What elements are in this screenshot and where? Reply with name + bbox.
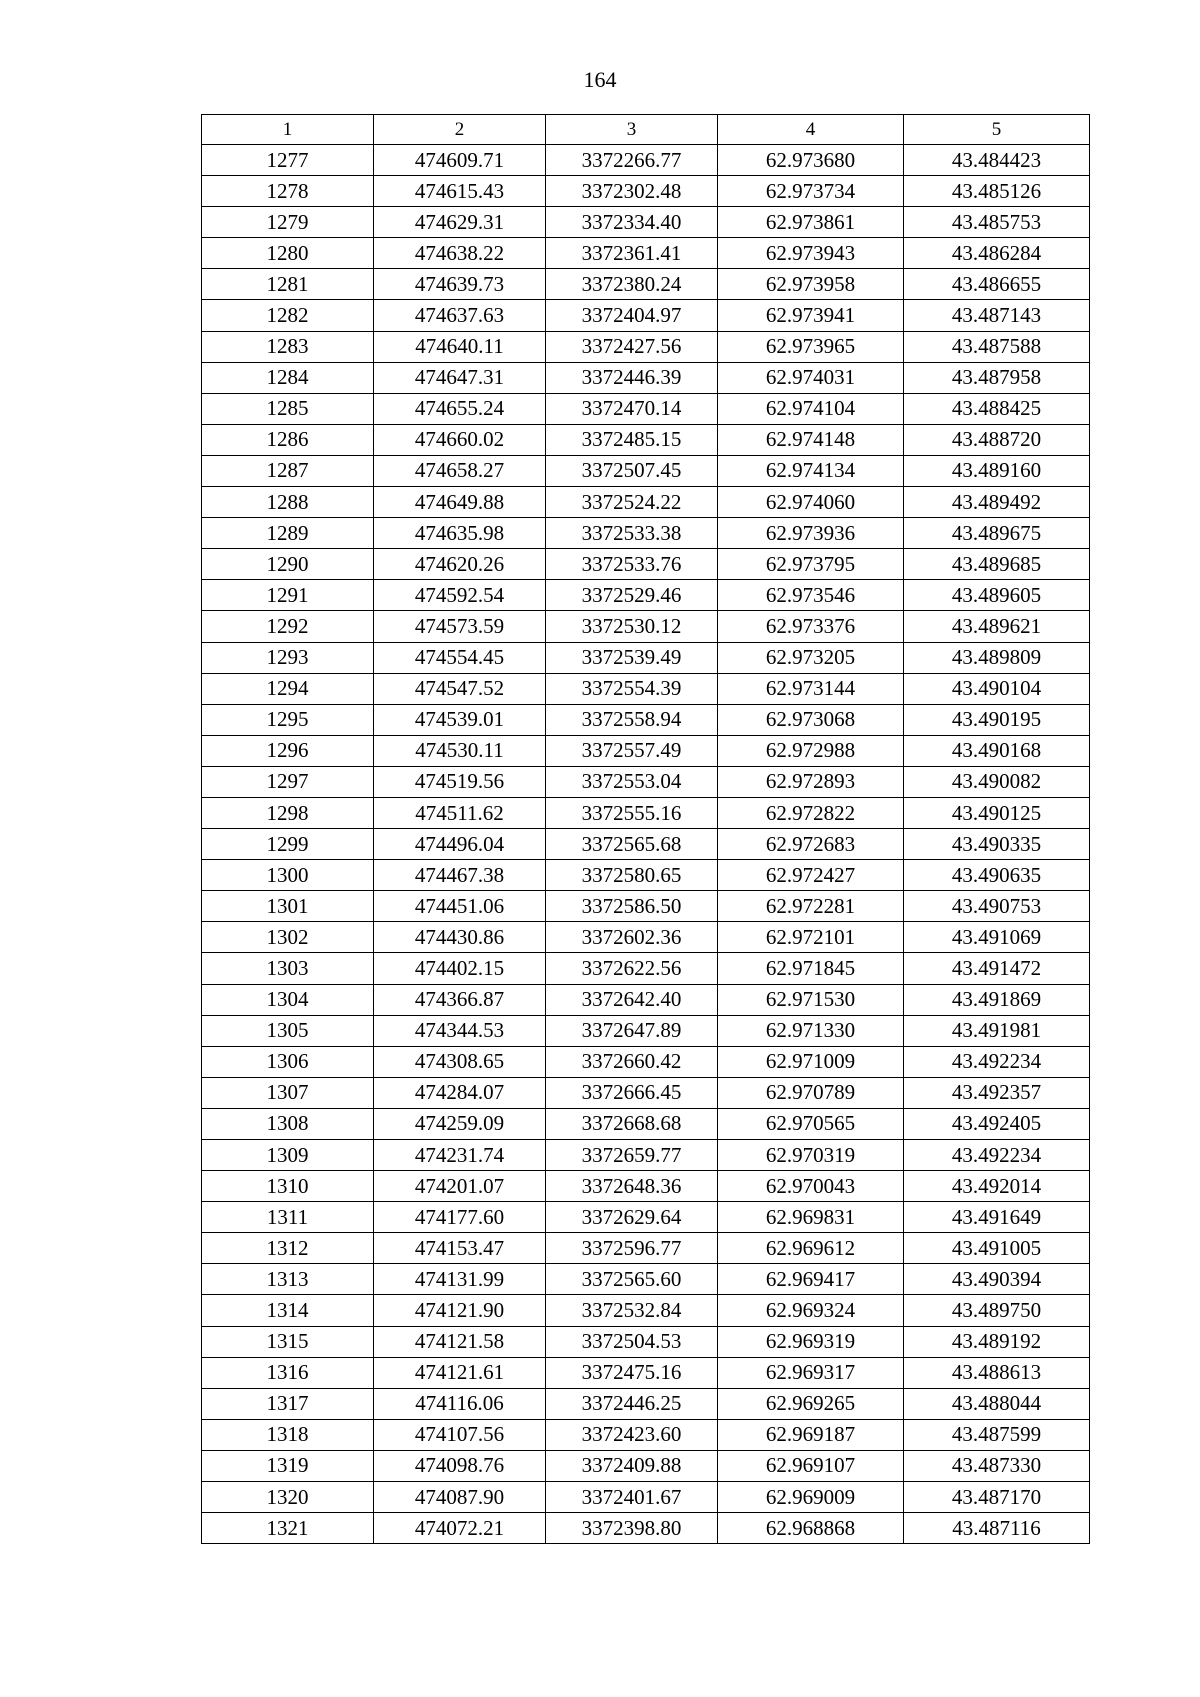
table-cell: 474121.90: [374, 1295, 546, 1326]
table-cell: 43.489675: [904, 518, 1090, 549]
table-cell: 3372647.89: [546, 1015, 718, 1046]
table-row: [202, 642, 1090, 673]
table-cell: 62.973965: [718, 331, 904, 362]
table-cell: 3372423.60: [546, 1419, 718, 1450]
table-cell: 62.972281: [718, 891, 904, 922]
table-cell: 62.973144: [718, 673, 904, 704]
table-cell: 1289: [202, 518, 374, 549]
table-cell: 62.974134: [718, 455, 904, 486]
table-cell: 43.490195: [904, 704, 1090, 735]
table-cell: 62.969187: [718, 1419, 904, 1450]
table-cell: 474284.07: [374, 1077, 546, 1108]
table-cell: 43.490753: [904, 891, 1090, 922]
table-cell: 474098.76: [374, 1450, 546, 1481]
table-cell: 1286: [202, 424, 374, 455]
table-cell: 62.971530: [718, 984, 904, 1015]
table-cell: 62.969319: [718, 1326, 904, 1357]
table-cell: 62.970789: [718, 1077, 904, 1108]
table-cell: 43.489160: [904, 455, 1090, 486]
table-cell: 3372565.68: [546, 829, 718, 860]
table-cell: 474530.11: [374, 735, 546, 766]
table-cell: 474308.65: [374, 1046, 546, 1077]
table-cell: 3372533.76: [546, 549, 718, 580]
table-cell: 43.486655: [904, 269, 1090, 300]
table-cell: 3372659.77: [546, 1140, 718, 1171]
table-cell: 62.972101: [718, 922, 904, 953]
table-cell: 1301: [202, 891, 374, 922]
table-cell: 43.487599: [904, 1419, 1090, 1450]
table-cell: 1295: [202, 704, 374, 735]
table-cell: 1320: [202, 1482, 374, 1513]
table-cell: 474231.74: [374, 1140, 546, 1171]
table-cell: 43.485753: [904, 207, 1090, 238]
table-cell: 474539.01: [374, 704, 546, 735]
table-cell: 474467.38: [374, 860, 546, 891]
table-cell: 1312: [202, 1233, 374, 1264]
table-row: [202, 518, 1090, 549]
table-cell: 3372648.36: [546, 1171, 718, 1202]
column-header-4: 4: [718, 115, 904, 145]
table-cell: 3372668.68: [546, 1108, 718, 1139]
table-cell: 43.491472: [904, 953, 1090, 984]
table-cell: 1313: [202, 1264, 374, 1295]
table-cell: 1290: [202, 549, 374, 580]
table-cell: 474121.58: [374, 1326, 546, 1357]
page-number: 164: [583, 67, 617, 92]
table-cell: 43.489685: [904, 549, 1090, 580]
table-row: [202, 580, 1090, 611]
table-cell: 1318: [202, 1419, 374, 1450]
table-cell: 3372398.80: [546, 1513, 718, 1544]
table-cell: 474496.04: [374, 829, 546, 860]
table-cell: 474430.86: [374, 922, 546, 953]
table-cell: 1283: [202, 331, 374, 362]
table-cell: 62.973936: [718, 518, 904, 549]
table-cell: 3372427.56: [546, 331, 718, 362]
table-cell: 1296: [202, 735, 374, 766]
table-cell: 62.974148: [718, 424, 904, 455]
table-cell: 474660.02: [374, 424, 546, 455]
table-cell: 62.969417: [718, 1264, 904, 1295]
table-cell: 3372409.88: [546, 1450, 718, 1481]
table-cell: 474635.98: [374, 518, 546, 549]
table-cell: 62.973205: [718, 642, 904, 673]
table-cell: 62.974060: [718, 487, 904, 518]
table-row: [202, 207, 1090, 238]
table-cell: 1321: [202, 1513, 374, 1544]
table-cell: 1316: [202, 1357, 374, 1388]
table-cell: 1278: [202, 176, 374, 207]
table-row: [202, 238, 1090, 269]
table-cell: 3372485.15: [546, 424, 718, 455]
table-cell: 3372565.60: [546, 1264, 718, 1295]
table-cell: 43.490082: [904, 766, 1090, 797]
table-cell: 474511.62: [374, 797, 546, 828]
table-cell: 3372660.42: [546, 1046, 718, 1077]
table-cell: 474554.45: [374, 642, 546, 673]
table-cell: 62.972988: [718, 735, 904, 766]
table-row: [202, 922, 1090, 953]
table-cell: 474259.09: [374, 1108, 546, 1139]
table-cell: 1292: [202, 611, 374, 642]
table-row: [202, 735, 1090, 766]
table-cell: 1285: [202, 393, 374, 424]
table-cell: 1294: [202, 673, 374, 704]
table-cell: 62.970043: [718, 1171, 904, 1202]
table-cell: 474153.47: [374, 1233, 546, 1264]
table-cell: 62.973941: [718, 300, 904, 331]
table-cell: 474637.63: [374, 300, 546, 331]
table-cell: 62.973546: [718, 580, 904, 611]
table-cell: 3372446.25: [546, 1388, 718, 1419]
table-cell: 1281: [202, 269, 374, 300]
table-row: [202, 176, 1090, 207]
table-cell: 3372524.22: [546, 487, 718, 518]
table-cell: 1308: [202, 1108, 374, 1139]
table-row: [202, 393, 1090, 424]
table-cell: 474547.52: [374, 673, 546, 704]
table-cell: 62.973958: [718, 269, 904, 300]
table-cell: 62.969324: [718, 1295, 904, 1326]
table-cell: 3372557.49: [546, 735, 718, 766]
table-cell: 1299: [202, 829, 374, 860]
table-cell: 474592.54: [374, 580, 546, 611]
table-cell: 474620.26: [374, 549, 546, 580]
table-cell: 62.969107: [718, 1450, 904, 1481]
table-cell: 1315: [202, 1326, 374, 1357]
table-row: [202, 797, 1090, 828]
table-cell: 62.970319: [718, 1140, 904, 1171]
table-row: [202, 1140, 1090, 1171]
table-cell: 43.489750: [904, 1295, 1090, 1326]
table-cell: 43.491981: [904, 1015, 1090, 1046]
table-cell: 474344.53: [374, 1015, 546, 1046]
table-cell: 1306: [202, 1046, 374, 1077]
table-row: [202, 300, 1090, 331]
table-cell: 474087.90: [374, 1482, 546, 1513]
table-cell: 3372446.39: [546, 362, 718, 393]
table-cell: 43.489809: [904, 642, 1090, 673]
table-row: [202, 611, 1090, 642]
table-cell: 1314: [202, 1295, 374, 1326]
table-cell: 474131.99: [374, 1264, 546, 1295]
table-cell: 1287: [202, 455, 374, 486]
table-cell: 62.972822: [718, 797, 904, 828]
table-body: [202, 145, 1090, 1544]
table-cell: 3372555.16: [546, 797, 718, 828]
table-row: [202, 424, 1090, 455]
table-cell: 1280: [202, 238, 374, 269]
table-cell: 3372380.24: [546, 269, 718, 300]
table-row: [202, 766, 1090, 797]
table-cell: 3372666.45: [546, 1077, 718, 1108]
table-cell: 1297: [202, 766, 374, 797]
table-cell: 43.489492: [904, 487, 1090, 518]
table-row: [202, 1388, 1090, 1419]
table-cell: 1319: [202, 1450, 374, 1481]
table-row: [202, 673, 1090, 704]
table-cell: 62.972683: [718, 829, 904, 860]
table-cell: 43.484423: [904, 145, 1090, 176]
table-cell: 3372334.40: [546, 207, 718, 238]
table-cell: 43.489605: [904, 580, 1090, 611]
table-cell: 43.492234: [904, 1140, 1090, 1171]
table-cell: 43.487116: [904, 1513, 1090, 1544]
table-row: [202, 1077, 1090, 1108]
table-cell: 1277: [202, 145, 374, 176]
table-cell: 3372602.36: [546, 922, 718, 953]
table-cell: 62.970565: [718, 1108, 904, 1139]
table-cell: 3372553.04: [546, 766, 718, 797]
table-row: [202, 1419, 1090, 1450]
table-cell: 1310: [202, 1171, 374, 1202]
table-cell: 1303: [202, 953, 374, 984]
table-cell: 1311: [202, 1202, 374, 1233]
table-cell: 1302: [202, 922, 374, 953]
table-cell: 62.973861: [718, 207, 904, 238]
table-cell: 474177.60: [374, 1202, 546, 1233]
table-row: [202, 1015, 1090, 1046]
table-cell: 62.974031: [718, 362, 904, 393]
table-row: [202, 1202, 1090, 1233]
table-cell: 474107.56: [374, 1419, 546, 1450]
table-cell: 3372554.39: [546, 673, 718, 704]
coordinates-table: [201, 114, 1090, 1544]
table-row: [202, 829, 1090, 860]
table-cell: 43.487170: [904, 1482, 1090, 1513]
column-header-5: 5: [904, 115, 1090, 145]
table-cell: 62.969265: [718, 1388, 904, 1419]
table-cell: 474638.22: [374, 238, 546, 269]
table-cell: 43.487958: [904, 362, 1090, 393]
table-cell: 43.491869: [904, 984, 1090, 1015]
table-cell: 1298: [202, 797, 374, 828]
column-header-1: 1: [202, 115, 374, 145]
table-cell: 474609.71: [374, 145, 546, 176]
table-cell: 474121.61: [374, 1357, 546, 1388]
table-row: [202, 953, 1090, 984]
table-cell: 474201.07: [374, 1171, 546, 1202]
table-row: [202, 487, 1090, 518]
table-cell: 62.971330: [718, 1015, 904, 1046]
table-cell: 474639.73: [374, 269, 546, 300]
table-cell: 1304: [202, 984, 374, 1015]
table-row: [202, 1482, 1090, 1513]
table-cell: 43.488425: [904, 393, 1090, 424]
table-row: [202, 331, 1090, 362]
table-cell: 1293: [202, 642, 374, 673]
table-cell: 43.486284: [904, 238, 1090, 269]
table-cell: 62.973376: [718, 611, 904, 642]
table-row: [202, 455, 1090, 486]
table-cell: 62.972427: [718, 860, 904, 891]
table-cell: 43.488044: [904, 1388, 1090, 1419]
table-cell: 474573.59: [374, 611, 546, 642]
table-cell: 1288: [202, 487, 374, 518]
table-row: [202, 1450, 1090, 1481]
table-cell: 3372530.12: [546, 611, 718, 642]
table-cell: 62.973943: [718, 238, 904, 269]
table-cell: 62.973734: [718, 176, 904, 207]
table-cell: 62.971845: [718, 953, 904, 984]
table-cell: 43.492014: [904, 1171, 1090, 1202]
table-row: [202, 1171, 1090, 1202]
table-row: [202, 1295, 1090, 1326]
table-cell: 3372622.56: [546, 953, 718, 984]
table-cell: 3372507.45: [546, 455, 718, 486]
table-cell: 3372586.50: [546, 891, 718, 922]
table-cell: 43.492357: [904, 1077, 1090, 1108]
table-cell: 1282: [202, 300, 374, 331]
table-cell: 3372539.49: [546, 642, 718, 673]
column-header-2: 2: [374, 115, 546, 145]
table-row: [202, 891, 1090, 922]
table-cell: 474647.31: [374, 362, 546, 393]
column-header-3: 3: [546, 115, 718, 145]
table-row: [202, 1108, 1090, 1139]
table-cell: 62.969317: [718, 1357, 904, 1388]
table-cell: 43.488613: [904, 1357, 1090, 1388]
table-cell: 43.492405: [904, 1108, 1090, 1139]
table-cell: 43.487330: [904, 1450, 1090, 1481]
table-cell: 1279: [202, 207, 374, 238]
table-cell: 43.490125: [904, 797, 1090, 828]
table-cell: 43.490335: [904, 829, 1090, 860]
table-cell: 1291: [202, 580, 374, 611]
table-cell: 3372266.77: [546, 145, 718, 176]
table-cell: 43.490635: [904, 860, 1090, 891]
table-row: [202, 145, 1090, 176]
table-cell: 3372580.65: [546, 860, 718, 891]
table-cell: 43.490394: [904, 1264, 1090, 1295]
table-cell: 1307: [202, 1077, 374, 1108]
table-row: [202, 984, 1090, 1015]
table-cell: 43.489192: [904, 1326, 1090, 1357]
table-cell: 62.972893: [718, 766, 904, 797]
table-cell: 1317: [202, 1388, 374, 1419]
table-cell: 62.973680: [718, 145, 904, 176]
table-cell: 474649.88: [374, 487, 546, 518]
table-cell: 62.974104: [718, 393, 904, 424]
table-cell: 43.485126: [904, 176, 1090, 207]
table-cell: 3372558.94: [546, 704, 718, 735]
table-cell: 3372596.77: [546, 1233, 718, 1264]
table-cell: 62.968868: [718, 1513, 904, 1544]
table-cell: 62.971009: [718, 1046, 904, 1077]
table-cell: 62.969009: [718, 1482, 904, 1513]
table-cell: 62.969612: [718, 1233, 904, 1264]
table-row: [202, 1046, 1090, 1077]
table-cell: 474629.31: [374, 207, 546, 238]
table-cell: 474640.11: [374, 331, 546, 362]
table-cell: 43.490104: [904, 673, 1090, 704]
table-cell: 43.490168: [904, 735, 1090, 766]
table-cell: 3372404.97: [546, 300, 718, 331]
table-row: [202, 1326, 1090, 1357]
table-cell: 62.973795: [718, 549, 904, 580]
table-row: [202, 704, 1090, 735]
table-cell: 3372475.16: [546, 1357, 718, 1388]
table-cell: 43.487588: [904, 331, 1090, 362]
table-cell: 474615.43: [374, 176, 546, 207]
table-cell: 1300: [202, 860, 374, 891]
table-cell: 62.973068: [718, 704, 904, 735]
table-cell: 474451.06: [374, 891, 546, 922]
table-row: [202, 362, 1090, 393]
table-cell: 3372529.46: [546, 580, 718, 611]
table-row: [202, 1233, 1090, 1264]
table-cell: 3372470.14: [546, 393, 718, 424]
table-row: [202, 1357, 1090, 1388]
table-cell: 43.488720: [904, 424, 1090, 455]
table-row: [202, 860, 1090, 891]
table-cell: 3372533.38: [546, 518, 718, 549]
table-cell: 3372361.41: [546, 238, 718, 269]
table-cell: 474366.87: [374, 984, 546, 1015]
table-cell: 474072.21: [374, 1513, 546, 1544]
table-cell: 43.491649: [904, 1202, 1090, 1233]
header-row: [202, 115, 1090, 145]
table-cell: 3372504.53: [546, 1326, 718, 1357]
table-cell: 1305: [202, 1015, 374, 1046]
table-cell: 1309: [202, 1140, 374, 1171]
table-row: [202, 1513, 1090, 1544]
table-cell: 1284: [202, 362, 374, 393]
table-row: [202, 1264, 1090, 1295]
table-cell: 3372401.67: [546, 1482, 718, 1513]
table-cell: 474116.06: [374, 1388, 546, 1419]
table-cell: 474402.15: [374, 953, 546, 984]
table-cell: 474658.27: [374, 455, 546, 486]
table-cell: 62.969831: [718, 1202, 904, 1233]
table-row: [202, 549, 1090, 580]
table-cell: 3372642.40: [546, 984, 718, 1015]
table-row: [202, 269, 1090, 300]
table-cell: 43.489621: [904, 611, 1090, 642]
table-cell: 474519.56: [374, 766, 546, 797]
table-cell: 43.491069: [904, 922, 1090, 953]
table-cell: 3372629.64: [546, 1202, 718, 1233]
table-cell: 3372302.48: [546, 176, 718, 207]
table-cell: 474655.24: [374, 393, 546, 424]
table-cell: 43.487143: [904, 300, 1090, 331]
table-cell: 43.492234: [904, 1046, 1090, 1077]
table-cell: 3372532.84: [546, 1295, 718, 1326]
table-cell: 43.491005: [904, 1233, 1090, 1264]
